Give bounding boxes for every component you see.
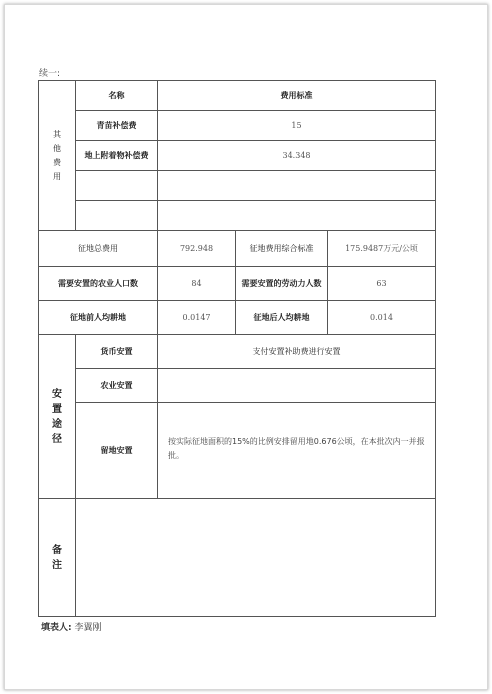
fee-row — [39, 111, 436, 141]
population-row — [39, 267, 436, 301]
agri-population-value: 84 — [158, 267, 236, 301]
agricultural-resettlement-row — [39, 369, 436, 403]
monetary-label: 货币安置 — [76, 335, 158, 369]
monetary-resettlement-row — [39, 335, 436, 369]
empty-fee-row — [39, 171, 436, 201]
fee-value: 34.348 — [158, 141, 436, 171]
monetary-value: 支付安置补助费进行安置 — [158, 335, 436, 369]
composite-standard-label: 征地费用综合标准 — [236, 231, 328, 267]
remarks-content — [76, 499, 436, 617]
retained-land-value: 按实际征地面积的15%的比例安排留用地0.676公顷，在本批次内一并报批。 — [158, 403, 436, 499]
remarks-label: 备 注 — [39, 499, 76, 617]
remarks-row — [39, 499, 436, 617]
header-row — [39, 81, 436, 111]
retained-land-row — [39, 403, 436, 499]
labor-count-label: 需要安置的劳动力人数 — [236, 267, 328, 301]
filler-line — [41, 620, 102, 633]
fee-value: 15 — [158, 111, 436, 141]
farmland-row — [39, 301, 436, 335]
empty-fee-row — [39, 201, 436, 231]
total-cost-row — [39, 231, 436, 267]
agricultural-value — [158, 369, 436, 403]
other-fees-group: 其 他 费 用 — [39, 81, 76, 231]
land-acquisition-form — [38, 80, 436, 617]
agri-population-label: 需要安置的农业人口数 — [39, 267, 158, 301]
filler-label: 填表人: — [41, 623, 72, 633]
farmland-after-value: 0.014 — [328, 301, 436, 335]
filler-name: 李翼刚 — [74, 623, 102, 633]
fee-name: 地上附着物补偿费 — [76, 141, 158, 171]
fee-row — [39, 141, 436, 171]
farmland-after-label: 征地后人均耕地 — [236, 301, 328, 335]
farmland-before-label: 征地前人均耕地 — [39, 301, 158, 335]
agricultural-label: 农业安置 — [76, 369, 158, 403]
continuation-label: 续一: — [39, 69, 61, 79]
resettlement-group: 安 置 途 径 — [39, 335, 76, 499]
name-column-header: 名称 — [76, 81, 158, 111]
fee-name: 青苗补偿费 — [76, 111, 158, 141]
total-cost-value: 792.948 — [158, 231, 236, 267]
retained-land-label: 留地安置 — [76, 403, 158, 499]
composite-standard-value: 175.9487万元/公顷 — [328, 231, 436, 267]
total-cost-label: 征地总费用 — [39, 231, 158, 267]
farmland-before-value: 0.0147 — [158, 301, 236, 335]
labor-count-value: 63 — [328, 267, 436, 301]
standard-column-header: 费用标准 — [158, 81, 436, 111]
